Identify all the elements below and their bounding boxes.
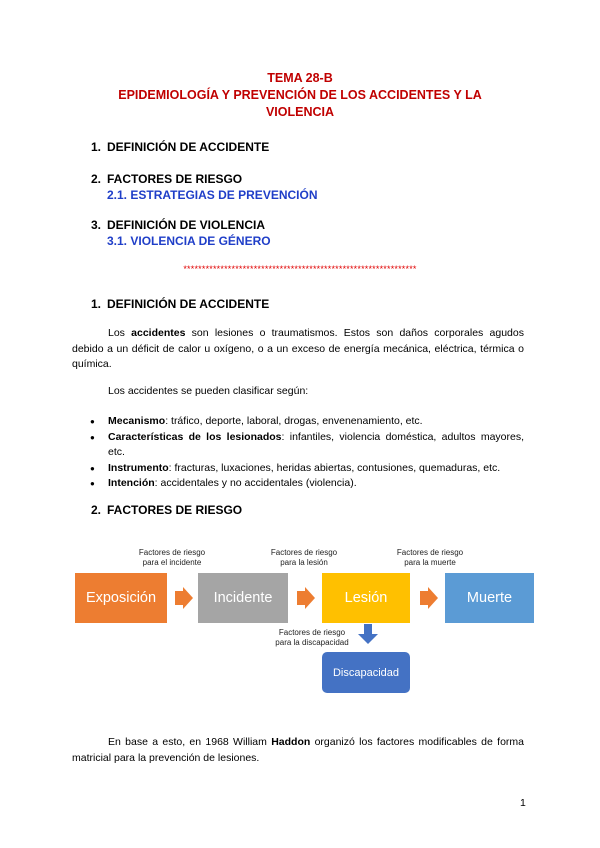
document-title	[60, 70, 540, 121]
arrow-right-icon	[420, 591, 428, 605]
list-item	[90, 461, 524, 477]
bold-term: Mecanismo	[108, 415, 166, 427]
box-discapacidad: Discapacidad	[322, 652, 410, 693]
caption-line: Factores de riesgo	[270, 548, 338, 557]
caption-incident	[122, 548, 222, 568]
title-line-2: EPIDEMIOLOGÍA Y PREVENCIÓN DE LOS ACCIDENTES Y LA	[118, 88, 482, 102]
caption-line: para el incidente	[142, 558, 202, 567]
section-title: FACTORES DE RIESGO	[107, 503, 243, 517]
toc-label: FACTORES DE RIESGO	[107, 172, 243, 186]
haddon-paragraph	[72, 735, 524, 766]
caption-line: Factores de riesgo	[396, 548, 464, 557]
caption-line: Factores de riesgo	[278, 628, 346, 637]
arrow-head	[183, 587, 193, 609]
section-title: DEFINICIÓN DE ACCIDENTE	[107, 297, 270, 311]
arrow-head	[305, 587, 315, 609]
box-incidente: Incidente	[198, 573, 288, 623]
bold-term: Haddon	[271, 736, 311, 748]
toc-num: 1.	[91, 140, 102, 154]
bold-term: Intención	[108, 477, 155, 489]
toc-num: 2.	[91, 172, 102, 186]
toc-num: 3.	[91, 218, 102, 232]
caption-disability	[262, 628, 362, 648]
separator-line: ***************************************************************	[183, 264, 417, 274]
section-num: 1.	[91, 297, 102, 311]
text-run: : accidentales y no accidentales (violencia).	[154, 477, 357, 489]
text-run: Los	[108, 327, 132, 339]
section-2-heading	[91, 503, 242, 517]
caption-line: Factores de riesgo	[138, 548, 206, 557]
bold-term: Instrumento	[108, 461, 169, 474]
caption-injury	[254, 548, 354, 568]
title-line-3: VIOLENCIA	[265, 105, 335, 119]
classification-list	[90, 414, 524, 492]
bold-term: Características de los lesionados	[108, 430, 282, 443]
text-run: : tráfico, deporte, laboral, drogas, envenenamiento, etc.	[165, 415, 423, 427]
section-num: 2.	[91, 503, 102, 517]
title-line-1: TEMA 28-B	[267, 71, 333, 85]
bold-term: accidentes	[131, 327, 186, 339]
text-run: organizó los factores modificables de forma matricial para la prevención de lesiones.	[72, 736, 524, 764]
caption-line: para la discapacidad	[275, 638, 349, 647]
toc-subitem: 3.1. VIOLENCIA DE GÉNERO	[107, 234, 271, 248]
list-item	[90, 414, 524, 430]
arrow-right-icon	[297, 591, 305, 605]
box-lesion: Lesión	[322, 573, 410, 623]
text-run: En base a esto, en 1968 William	[108, 736, 272, 748]
arrow-right-icon	[175, 591, 183, 605]
arrow-shaft	[364, 624, 372, 634]
text-run: son lesiones o traumatismos. Estos son daños corporales agudos debido a un déficit de calor u oxígeno, o a un exceso de energía mecánica, eléctrica, térmica o química.	[72, 327, 524, 370]
toc-item-2	[91, 171, 318, 203]
page-number: 1	[520, 797, 526, 809]
toc-item-1	[91, 139, 269, 155]
text-run: : infantiles, violencia doméstica, adultos mayores, etc.	[108, 430, 525, 458]
toc-subitem: 2.1. ESTRATEGIAS DE PREVENCIÓN	[107, 188, 318, 202]
section-1-heading	[91, 297, 269, 311]
caption-line: para la lesión	[280, 558, 328, 567]
caption-line: para la muerte	[404, 558, 456, 567]
text-run: Los accidentes se pueden clasificar según:	[108, 385, 309, 397]
caption-death	[380, 548, 480, 568]
toc-label: DEFINICIÓN DE VIOLENCIA	[107, 218, 266, 232]
toc-label: DEFINICIÓN DE ACCIDENTE	[107, 140, 270, 154]
text-run: : fracturas, luxaciones, heridas abiertas, contusiones, quemaduras, etc.	[168, 461, 501, 474]
box-muerte: Muerte	[445, 573, 534, 623]
list-item	[90, 476, 524, 492]
arrow-head	[428, 587, 438, 609]
list-item	[90, 430, 524, 461]
toc-item-3	[91, 217, 271, 249]
box-exposicion: Exposición	[75, 573, 167, 623]
classification-intro	[72, 384, 524, 400]
accident-definition-paragraph	[72, 326, 524, 373]
